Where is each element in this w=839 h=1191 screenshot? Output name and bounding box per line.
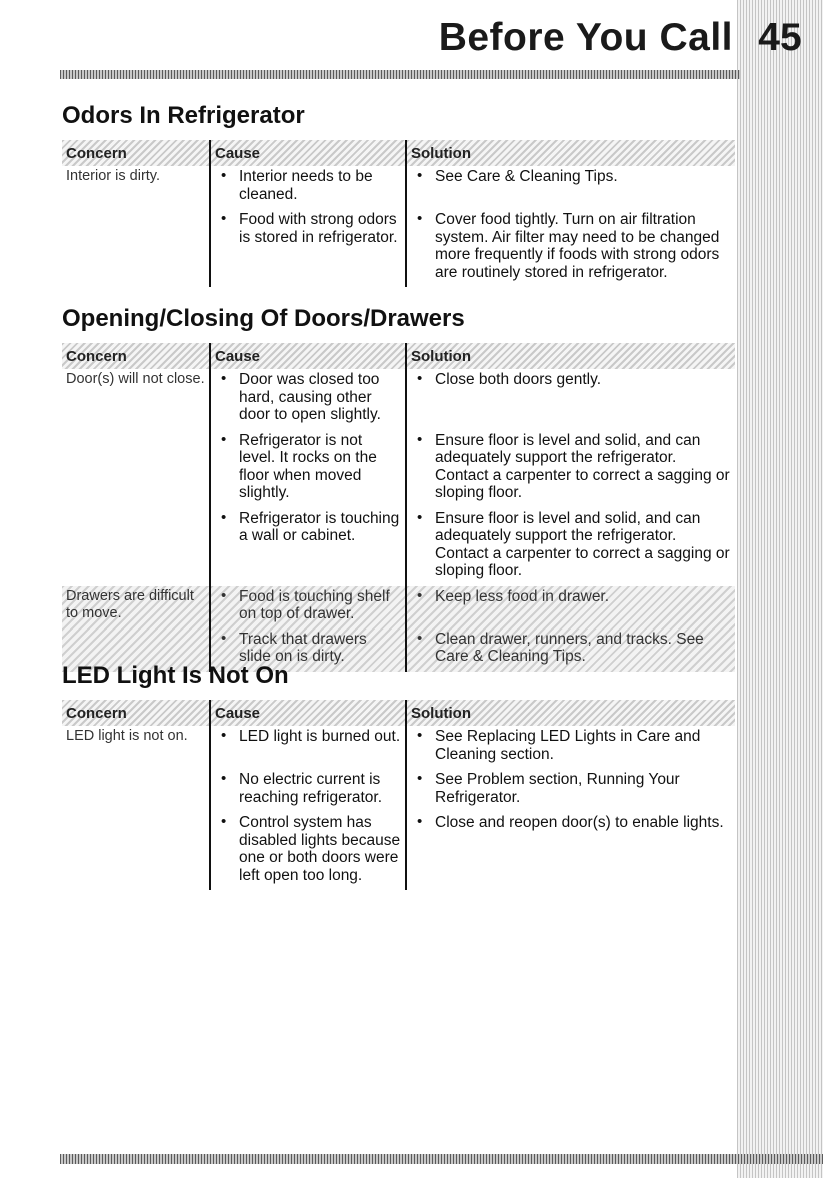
cause-cell: • Food is touching shelf on top of drawer. [210, 586, 406, 629]
table-row [62, 430, 735, 508]
section-doors-drawers [62, 305, 735, 672]
table-header-row [62, 700, 735, 726]
concern-cell [62, 209, 210, 287]
section-led-light [62, 662, 735, 890]
table-row [62, 726, 735, 769]
troubleshooting-table [62, 700, 735, 890]
solution-cell: • See Care & Cleaning Tips. [406, 166, 735, 209]
cause-header: Cause [210, 343, 406, 369]
concern-header: Concern [62, 343, 210, 369]
solution-cell: • Clean drawer, runners, and tracks. See Care & Cleaning Tips. [406, 629, 735, 672]
table-row [62, 209, 735, 287]
concern-header: Concern [62, 700, 210, 726]
cause-cell: • Food with strong odors is stored in refrigerator. [210, 209, 406, 287]
solution-cell: • Ensure floor is level and solid, and can adequately support the refrigerator. Contact a carpenter to correct a sagging or sloping floor. [406, 430, 735, 508]
concern-cell [62, 430, 210, 508]
solution-cell: • Close and reopen door(s) to enable lights. [406, 812, 735, 890]
cause-cell: • No electric current is reaching refrigerator. [210, 769, 406, 812]
cause-cell: • Refrigerator is touching a wall or cabinet. [210, 508, 406, 586]
cause-header: Cause [210, 140, 406, 166]
solution-cell: • Close both doors gently. [406, 369, 735, 430]
footer-rule [60, 1154, 823, 1164]
table-header-row [62, 343, 735, 369]
table-row [62, 769, 735, 812]
troubleshooting-table [62, 140, 735, 287]
header-rule [60, 70, 740, 79]
solution-cell: • Cover food tightly. Turn on air filtration system. Air filter may need to be changed more frequently if foods with strong odors are routinely stored in refrigerator. [406, 209, 735, 287]
concern-cell [62, 812, 210, 890]
concern-cell [62, 769, 210, 812]
cause-cell: • LED light is burned out. [210, 726, 406, 769]
table-header-row [62, 140, 735, 166]
section-title: LED Light Is Not On [62, 662, 289, 689]
section-title: Opening/Closing Of Doors/Drawers [62, 305, 465, 332]
concern-cell [62, 508, 210, 586]
solution-cell: • See Replacing LED Lights in Care and Cleaning section. [406, 726, 735, 769]
table-row [62, 369, 735, 430]
cause-cell: • Interior needs to be cleaned. [210, 166, 406, 209]
page-title: Before You Call [438, 16, 733, 59]
concern-cell: Interior is dirty. [66, 168, 161, 184]
cause-cell: • Control system has disabled lights because one or both doors were left open too long. [210, 812, 406, 890]
solution-header: Solution [406, 700, 735, 726]
solution-cell: • Ensure floor is level and solid, and can adequately support the refrigerator. Contact a carpenter to correct a sagging or sloping floor. [406, 508, 735, 586]
cause-header: Cause [210, 700, 406, 726]
page-number: 45 [758, 16, 802, 59]
troubleshooting-table [62, 343, 735, 672]
solution-header: Solution [406, 140, 735, 166]
solution-header: Solution [406, 343, 735, 369]
concern-cell: LED light is not on. [66, 728, 188, 744]
side-tab [737, 0, 823, 1178]
concern-cell: Door(s) will not close. [66, 371, 205, 387]
cause-cell: • Track that drawers slide on is dirty. [210, 629, 406, 672]
table-row [62, 586, 735, 629]
table-row [62, 166, 735, 209]
section-title: Odors In Refrigerator [62, 102, 305, 129]
solution-cell: • See Problem section, Running Your Refrigerator. [406, 769, 735, 812]
cause-cell: • Refrigerator is not level. It rocks on the floor when moved slightly. [210, 430, 406, 508]
cause-cell: • Door was closed too hard, causing other door to open slightly. [210, 369, 406, 430]
concern-cell: Drawers are difficult to move. [62, 586, 210, 629]
concern-header: Concern [62, 140, 210, 166]
solution-cell: • Keep less food in drawer. [406, 586, 735, 629]
table-row [62, 812, 735, 890]
section-odors [62, 102, 735, 287]
table-row [62, 508, 735, 586]
